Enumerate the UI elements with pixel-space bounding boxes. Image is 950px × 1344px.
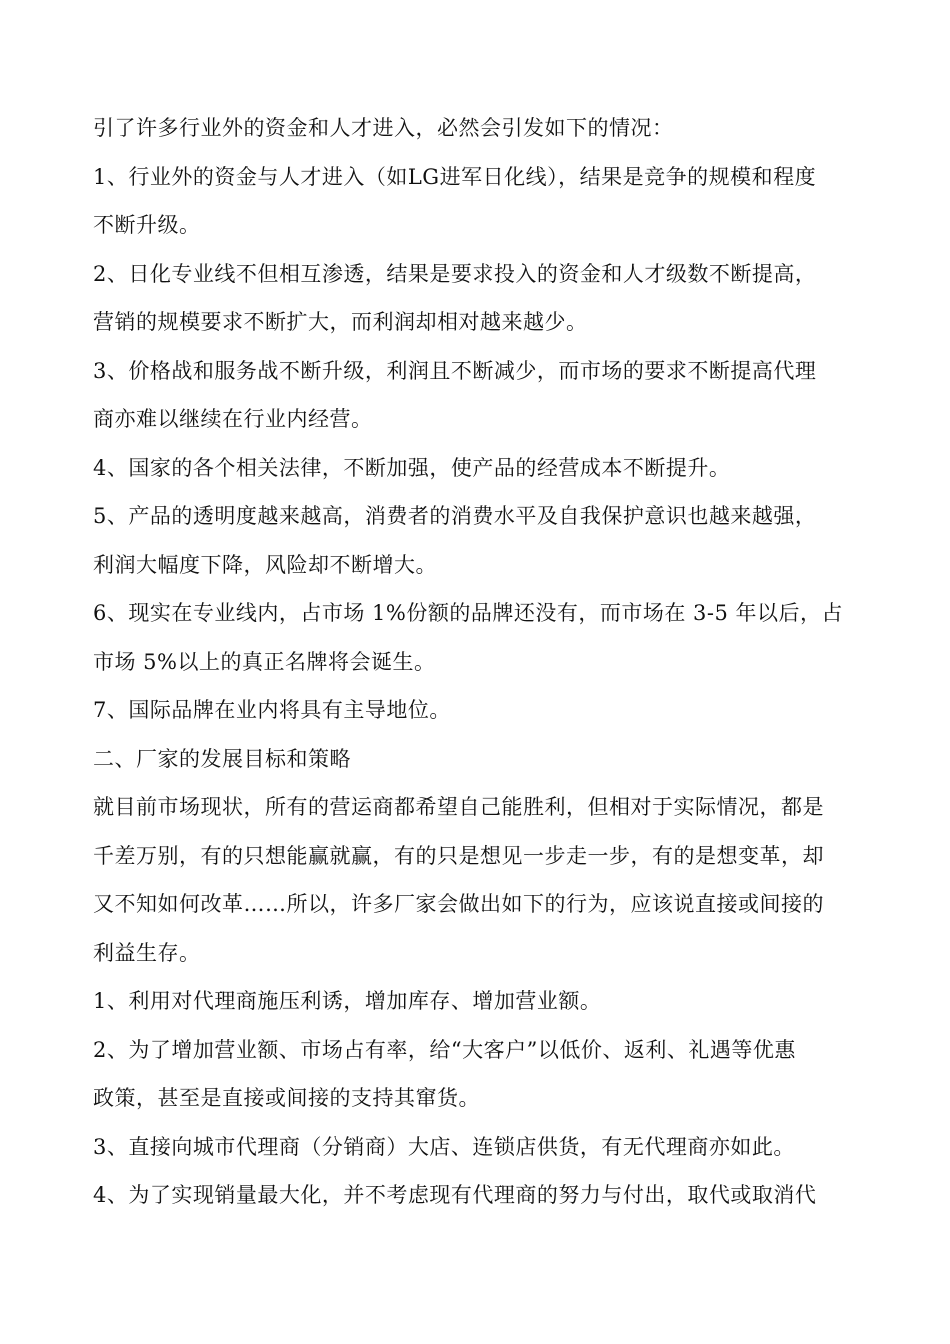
- text-line: 2、日化专业线不但相互渗透，结果是要求投入的资金和人才级数不断提高，: [93, 261, 817, 286]
- text-line: 2、为了增加营业额、市场占有率，给“大客户”以低价、返利、礼遇等优惠: [93, 1037, 796, 1062]
- text-line: 商亦难以继续在行业内经营。: [93, 407, 373, 431]
- document-body: [93, 104, 873, 1220]
- text-line: 不断升级。: [93, 213, 201, 237]
- text-line: 利润大幅度下降，风险却不断增大。: [93, 552, 437, 577]
- text-line: 1、行业外的资金与人才进入（如LG进军日化线），结果是竞争的规模和程度: [93, 164, 817, 189]
- text-line: 政策，甚至是直接或间接的支持其窜货。: [93, 1086, 480, 1110]
- text-line: 4、为了实现销量最大化，并不考虑现有代理商的努力与付出，取代或取消代: [93, 1183, 817, 1207]
- text-line: 营销的规模要求不断扩大，而利润却相对越来越少。: [93, 310, 588, 334]
- text-line: 3、直接向城市代理商（分销商）大店、连锁店供货，有无代理商亦如此。: [93, 1134, 795, 1159]
- text-line: 又不知如何改革……所以，许多厂家会做出如下的行为，应该说直接或间接的: [93, 892, 824, 916]
- text-line: 7、国际品牌在业内将具有主导地位。: [93, 698, 451, 722]
- text-line: 1、利用对代理商施压利诱，增加库存、增加营业额。: [93, 989, 602, 1013]
- text-line: 引了许多行业外的资金和人才进入，必然会引发如下的情况：: [93, 116, 674, 140]
- text-line: 利益生存。: [93, 940, 201, 965]
- text-line: 6、现实在专业线内，占市场 1%份额的品牌还没有，而市场在 3-5 年以后，占: [93, 601, 844, 625]
- text-line: 4、国家的各个相关法律，不断加强，使产品的经营成本不断提升。: [93, 455, 731, 480]
- text-line: 就目前市场现状，所有的营运商都希望自己能胜利，但相对于实际情况，都是: [93, 795, 824, 819]
- text-line: 千差万别，有的只想能赢就赢，有的只是想见一步走一步，有的是想变革，却: [93, 843, 824, 868]
- text-line: 3、价格战和服务战不断升级，利润且不断减少，而市场的要求不断提高代理: [93, 358, 817, 383]
- text-line: 5、产品的透明度越来越高，消费者的消费水平及自我保护意识也越来越强，: [93, 504, 817, 528]
- text-line: 市场 5%以上的真正名牌将会诞生。: [93, 649, 436, 674]
- section-heading: 二、厂家的发展目标和策略: [93, 746, 351, 771]
